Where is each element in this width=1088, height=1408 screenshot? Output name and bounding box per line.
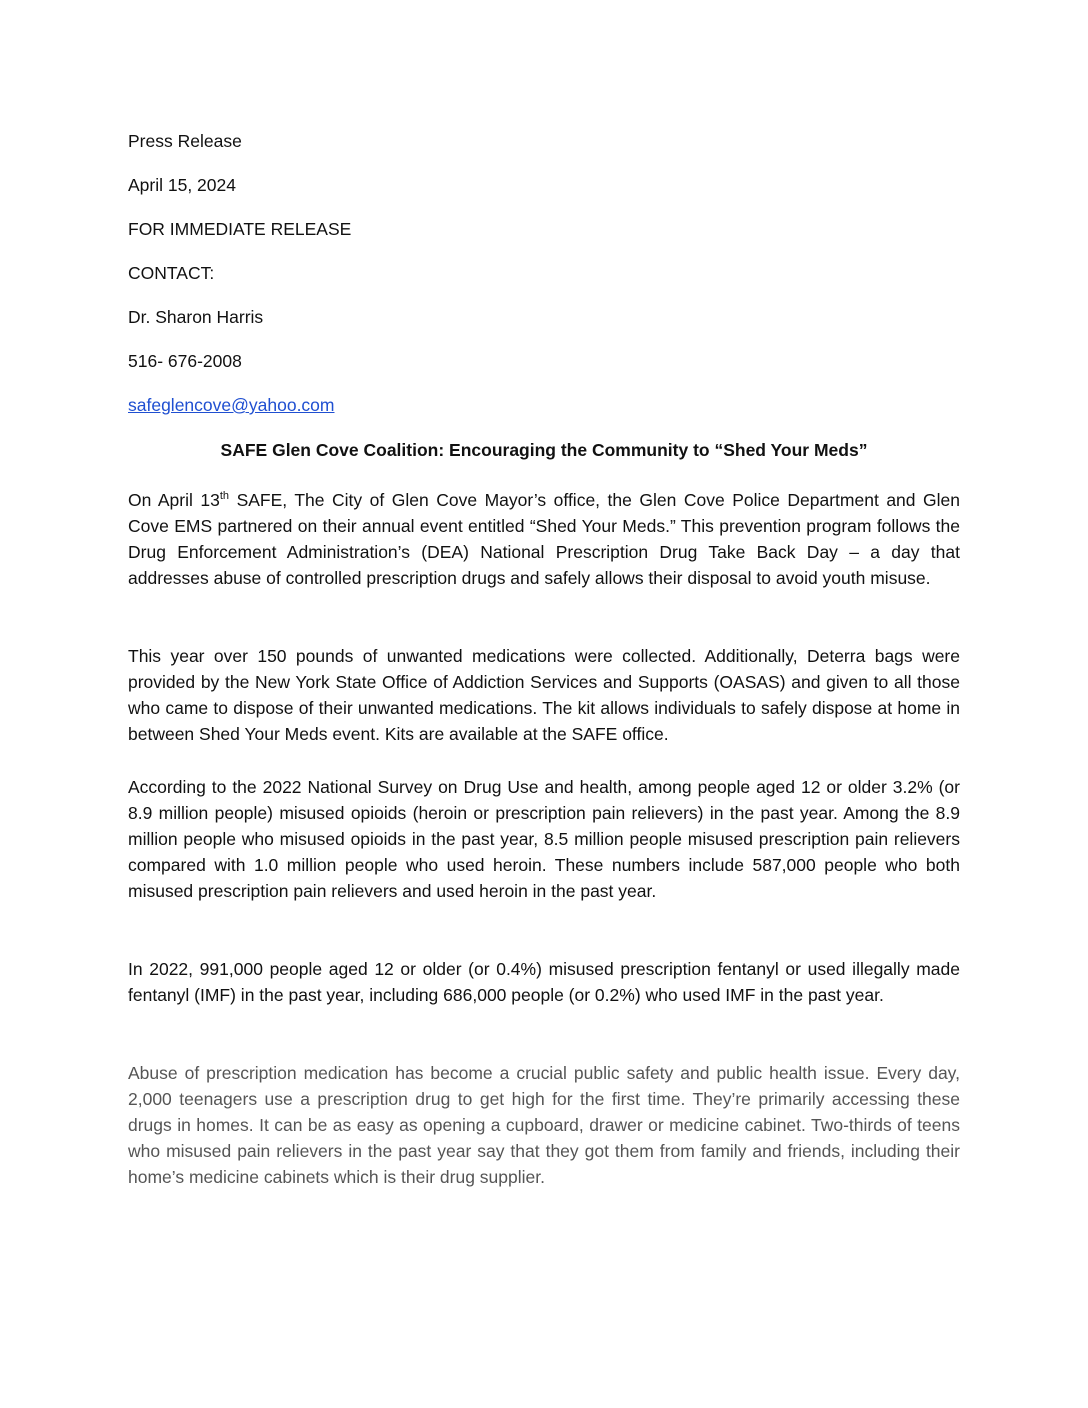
paragraph-event-summary-intro: On April 13 [128,490,220,510]
contact-name: Dr. Sharon Harris [128,307,264,327]
paragraph-event-summary [128,487,960,591]
release-date: April 15, 2024 [128,175,236,195]
contact-email-link[interactable]: safeglencove@yahoo.com [128,395,335,415]
contact-label: CONTACT: [128,263,215,283]
paragraph-teen-prescription-abuse: Abuse of prescription medication has become a crucial public safety and public health issue. Every day, 2,000 teenagers use a prescription drug to get high for the first time. They’re primarily accessing these drugs in homes. It can be as easy as opening a cupboard, drawer or medicine cabinet. Two-thirds of teens who misused pain relievers in the past year say that they got them from family and friends, including their home’s medicine cabinets which is their drug supplier. [128,1063,960,1187]
press-release-headline: SAFE Glen Cove Coalition: Encouraging the Community to “Shed Your Meds” [220,440,868,460]
paragraph-fentanyl-statistics: In 2022, 991,000 people aged 12 or older (or 0.4%) misused prescription fentanyl or used illegally made fentanyl (IMF) in the past year, including 686,000 people (or 0.2%) who used IMF in the past year. [128,959,960,1005]
release-status-label: FOR IMMEDIATE RELEASE [128,219,352,239]
contact-phone: 516- 676-2008 [128,351,242,371]
document-type-label: Press Release [128,131,242,151]
ordinal-suffix: th [219,490,230,503]
paragraph-collection-results: This year over 150 pounds of unwanted medications were collected. Additionally, Deterra bags were provided by the New York State Office of Addiction Services and Supports (OASAS) and given to all those who came to dispose of their unwanted medications. The kit allows individuals to safely dispose at home in between Shed Your Meds event. Kits are available at the SAFE office. [128,646,960,744]
paragraph-event-summary-body: SAFE, The City of Glen Cove Mayor’s office, the Glen Cove Police Department and Glen Cove EMS partnered on their annual event entitled “Shed Your Meds.” This prevention program follows the Drug Enforcement Administration’s (DEA) National Prescription Drug Take Back Day – a day that addresses abuse of controlled prescription drugs and safely allows their disposal to avoid youth misuse. [128,490,960,588]
paragraph-survey-statistics: According to the 2022 National Survey on Drug Use and health, among people aged 12 or older 3.2% (or 8.9 million people) misused opioids (heroin or prescription pain relievers) in the past year. Among the 8.9 million people who misused opioids in the past year, 8.5 million people misused prescription pain relievers compared with 1.0 million people who used heroin. These numbers include 587,000 people who both misused prescription pain relievers and used heroin in the past year. [128,777,960,901]
